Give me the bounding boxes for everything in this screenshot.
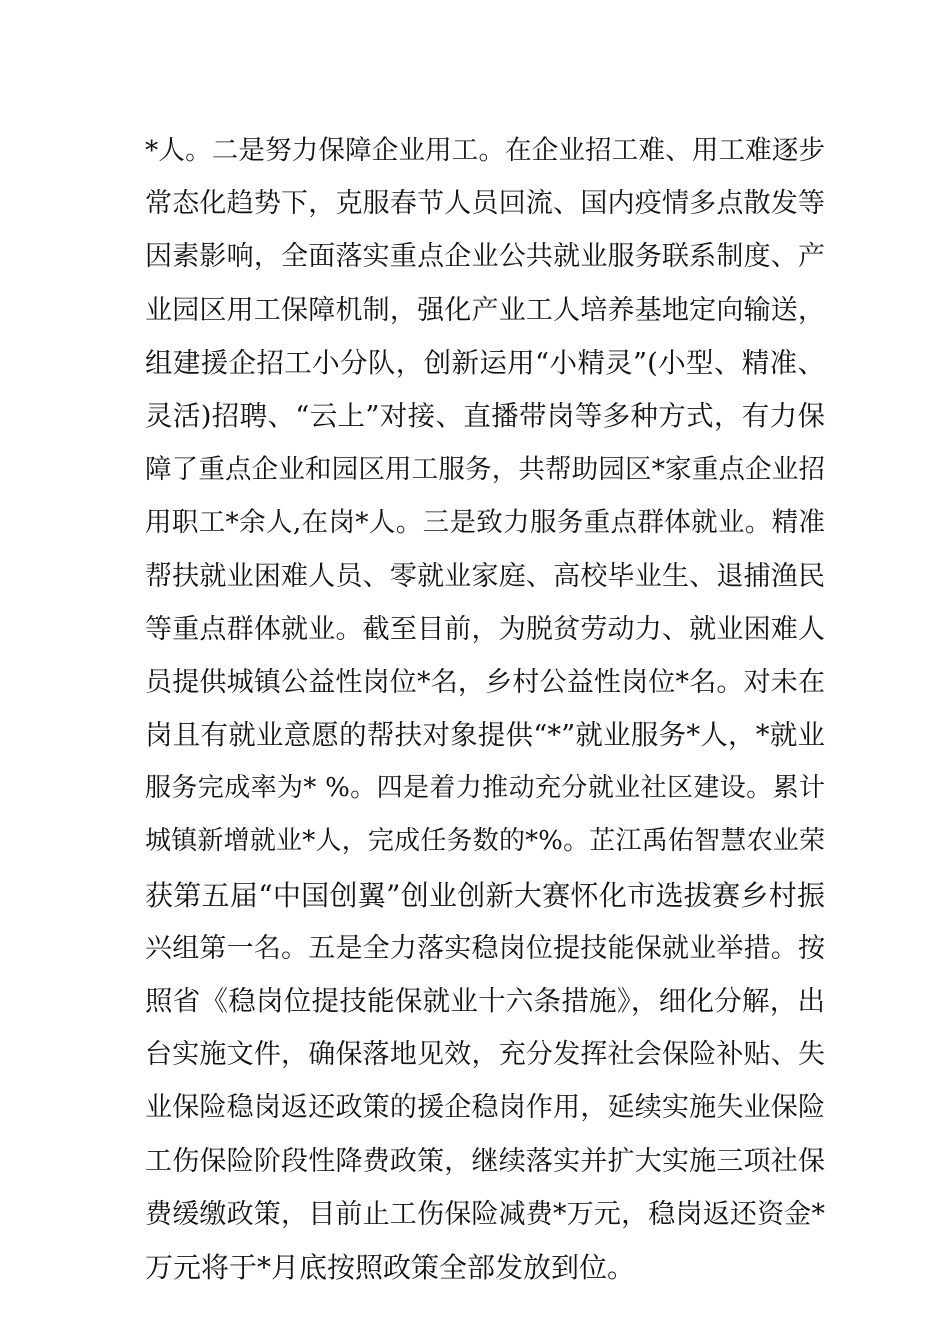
text-line: 用职工*余人,在岗*人。三是致力服务重点群体就业。精准 [145,507,825,539]
text-line: 服务完成率为* %。四是着力推动充分就业社区建设。累计 [145,773,825,804]
text-line: 兴组第一名。五是全力落实稳岗位提技能保就业举措。按 [145,932,825,964]
text-line: 工伤保险阶段性降费政策，继续落实并扩大实施三项社保 [145,1145,825,1177]
text-line: 万元将于*月底按照政策全部发放到位。 [145,1250,636,1284]
text-line: 城镇新增就业*人，完成任务数的*%。芷江禹佑智慧农业荣 [145,826,825,857]
text-line: 灵活)招聘、“云上”对接、直播带岗等多种方式，有力保 [145,399,825,432]
text-line: 员提供城镇公益性岗位*名，乡村公益性岗位*名。对未在 [145,666,825,698]
text-line: 照省《稳岗位提技能保就业十六条措施》，细化分解，出 [145,985,825,1017]
text-line: 获第五届“中国创翼”创业创新大赛怀化市选拔赛乡村振 [145,878,825,912]
text-line: 障了重点企业和园区用工服务，共帮助园区*家重点企业招 [145,454,825,486]
text-line: 费缓缴政策，目前止工伤保险减费*万元，稳岗返还资金* [145,1198,825,1230]
text-line: 业园区用工保障机制，强化产业工人培养基地定向输送， [145,294,825,326]
text-line: 因素影响，全面落实重点企业公共就业服务联系制度、产 [145,241,825,273]
text-line: 等重点群体就业。截至目前，为脱贫劳动力、就业困难人 [145,613,825,645]
body-text [145,124,825,1294]
text-line: 帮扶就业困难人员、零就业家庭、高校毕业生、退捕渔民 [145,560,825,592]
text-line: 常态化趋势下，克服春节人员回流、国内疫情多点散发等 [145,188,825,220]
text-line: 岗且有就业意愿的帮扶对象提供“*”就业服务*人，*就业 [145,719,825,752]
text-line: 台实施文件，确保落地见效，充分发挥社会保险补贴、失 [145,1039,825,1071]
text-line: *人。二是努力保障企业用工。在企业招工难、用工难逐步 [145,135,825,166]
text-line: 组建援企招工小分队，创新运用“小精灵”(小型、精准、 [145,346,825,379]
text-line: 业保险稳岗返还政策的援企稳岗作用，延续实施失业保险 [145,1092,825,1124]
